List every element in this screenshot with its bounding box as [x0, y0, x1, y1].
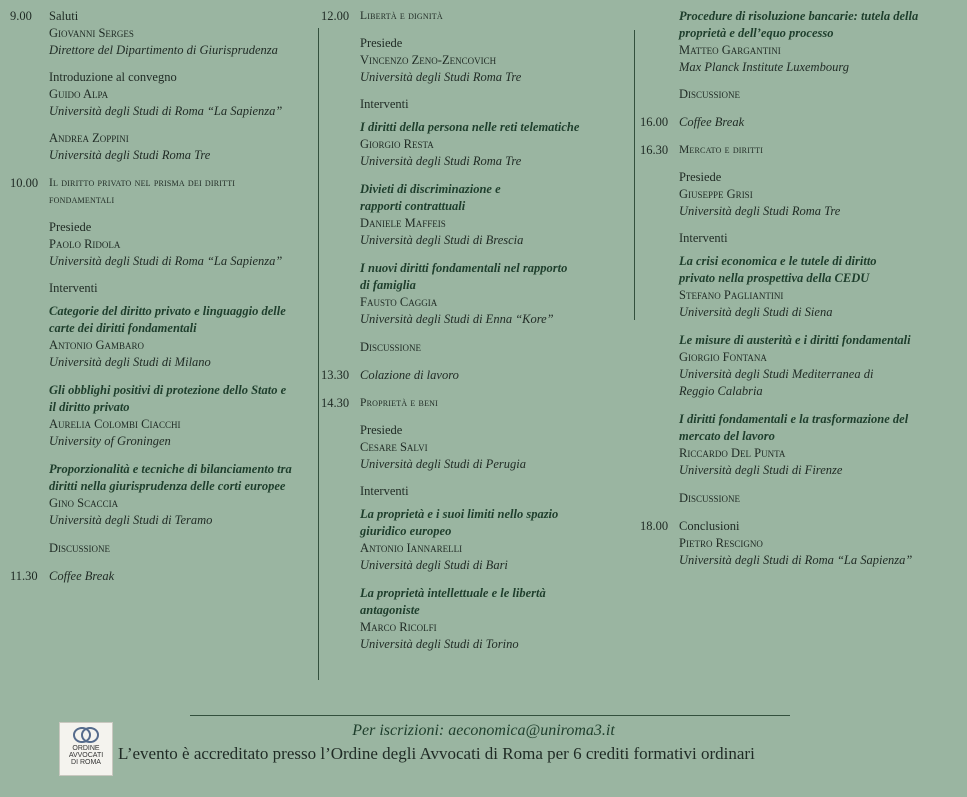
schedule-block-coffee — [10, 568, 310, 585]
speaker-name: Gino Scaccia — [49, 496, 119, 510]
talk-item — [360, 260, 626, 328]
talk-title: il diritto privato — [49, 400, 130, 414]
talk-title: privato nella prospettiva della CEDU — [679, 271, 870, 285]
speaker-name: Antonio Gambaro — [49, 338, 145, 352]
talk-title: rapporti contrattuali — [360, 199, 466, 213]
talk-title: proprietà e dell’equo processo — [679, 26, 834, 40]
chair-name: Cesare Salvi — [360, 440, 428, 454]
talk-title: La proprietà intellettuale e le libertà — [360, 586, 546, 600]
talk-item — [360, 119, 626, 170]
speaker-name: Fausto Caggia — [360, 295, 438, 309]
speaker-name: Aurelia Colombi Ciacchi — [49, 417, 181, 431]
speaker-affiliation: Max Planck Institute Luxembourg — [679, 60, 849, 74]
speaker-affiliation: Università degli Studi di Teramo — [49, 513, 213, 527]
schedule-block-session-4 — [640, 142, 955, 507]
speaker-name: Antonio Iannarelli — [360, 541, 463, 555]
session-label: Saluti — [49, 9, 79, 23]
talk-title: di famiglia — [360, 278, 416, 292]
speaker-name: Giovanni Serges — [49, 26, 134, 40]
speaker-affiliation: University of Groningen — [49, 434, 171, 448]
talk-title: Gli obblighi positivi di protezione dello Stato e — [49, 383, 287, 397]
chair-label: Presiede — [679, 170, 722, 184]
column-divider-1 — [318, 28, 319, 680]
talk-item — [360, 506, 626, 574]
interventi-label: Interventi — [360, 97, 409, 111]
interventi-label: Interventi — [49, 281, 98, 295]
speaker-affiliation: Università degli Studi di Siena — [679, 305, 833, 319]
time-label: 9.00 — [10, 9, 32, 23]
speaker-name: Giorgio Resta — [360, 137, 434, 151]
talk-item — [679, 411, 955, 479]
speaker-name: Matteo Gargantini — [679, 43, 781, 57]
chair-label: Presiede — [360, 36, 403, 50]
logo-emblem-icon — [71, 725, 101, 745]
session-title: Mercato e diritti — [679, 144, 764, 156]
speaker-name: Daniele Maffeis — [360, 216, 446, 230]
talk-title: giuridico europeo — [360, 524, 452, 538]
talk-item — [679, 253, 955, 321]
chair-affiliation: Università degli Studi Roma Tre — [360, 70, 522, 84]
speaker-name: Guido Alpa — [49, 87, 109, 101]
break-label: Coffee Break — [679, 115, 745, 129]
discussion-label: Discussione — [49, 541, 111, 555]
talk-item — [360, 585, 626, 653]
talk-title: diritti nella giurisprudenza delle corti europee — [49, 479, 286, 493]
speaker-affiliation: Università degli Studi di Brescia — [360, 233, 524, 247]
chair-label: Presiede — [49, 220, 92, 234]
session-title: fondamentali — [49, 194, 115, 206]
chair-affiliation: Università degli Studi di Perugia — [360, 457, 526, 471]
speaker-role: Direttore del Dipartimento di Giurisprudenza — [49, 43, 278, 57]
time-label: 12.00 — [321, 9, 350, 23]
time-label: 10.00 — [10, 176, 39, 190]
schedule-block-closing — [640, 518, 955, 569]
speaker-name: Marco Ricolfi — [360, 620, 437, 634]
speaker-affiliation: Università degli Studi Roma Tre — [360, 154, 522, 168]
talk-title: I diritti della persona nelle reti telematiche — [360, 120, 580, 134]
talk-item — [49, 382, 310, 450]
talk-title: Procedure di risoluzione bancarie: tutela della — [679, 9, 919, 23]
speaker-name: Andrea Zoppini — [49, 131, 129, 145]
speaker-name: Riccardo Del Punta — [679, 446, 786, 460]
logo-text: ORDINE — [72, 745, 100, 752]
speaker-affiliation: Reggio Calabria — [679, 384, 763, 398]
schedule-block-coffee — [640, 114, 955, 131]
schedule-block-continued — [640, 8, 955, 103]
speaker-affiliation: Università degli Studi di Bari — [360, 558, 508, 572]
schedule-block-session-3 — [321, 395, 626, 653]
speaker-affiliation: Università degli Studi di Milano — [49, 355, 211, 369]
program-column-2 — [321, 8, 626, 664]
logo-text: DI ROMA — [71, 759, 101, 766]
registration-info: Per iscrizioni: aeconomica@uniroma3.it — [352, 722, 615, 739]
talk-title: I diritti fondamentali e la trasformazione del — [679, 412, 909, 426]
session-label: Introduzione al convegno — [49, 70, 177, 84]
schedule-block-saluti — [10, 8, 310, 164]
speaker-name: Pietro Rescigno — [679, 536, 763, 550]
schedule-block-session-2 — [321, 8, 626, 356]
discussion-label: Discussione — [679, 491, 741, 505]
session-title: Proprietà e beni — [360, 397, 439, 409]
column-divider-2 — [634, 30, 635, 320]
accreditation-notice: L’evento è accreditato presso l’Ordine degli Avvocati di Roma per 6 crediti formativi ordinari — [118, 744, 755, 763]
talk-title: Divieti di discriminazione e — [360, 182, 501, 196]
chair-name: Paolo Ridola — [49, 237, 121, 251]
talk-item — [679, 332, 955, 400]
speaker-affiliation: Università degli Studi di Firenze — [679, 463, 843, 477]
time-label: 11.30 — [10, 569, 38, 583]
break-label: Coffee Break — [49, 569, 115, 583]
break-label: Colazione di lavoro — [360, 368, 459, 382]
talk-title: Categorie del diritto privato e linguaggio delle — [49, 304, 286, 318]
interventi-label: Interventi — [679, 231, 728, 245]
footer-divider — [190, 715, 790, 716]
speaker-name: Stefano Pagliantini — [679, 288, 784, 302]
session-title: Il diritto privato nel prisma dei diritti — [49, 177, 236, 189]
discussion-label: Discussione — [679, 87, 741, 101]
speaker-name: Giorgio Fontana — [679, 350, 767, 364]
speaker-affiliation: Università degli Studi di Roma “La Sapienza” — [679, 553, 913, 567]
program-column-3 — [640, 8, 955, 580]
talk-title: Le misure di austerità e i diritti fondamentali — [679, 333, 911, 347]
talk-title: antagoniste — [360, 603, 420, 617]
chair-label: Presiede — [360, 423, 403, 437]
speaker-affiliation: Università degli Studi di Roma “La Sapienza” — [49, 104, 283, 118]
bar-association-logo — [59, 722, 113, 776]
talk-title: I nuovi diritti fondamentali nel rapporto — [360, 261, 568, 275]
chair-affiliation: Università degli Studi di Roma “La Sapienza” — [49, 254, 283, 268]
talk-title: La proprietà e i suoi limiti nello spazio — [360, 507, 559, 521]
schedule-block-lunch — [321, 367, 626, 384]
talk-item — [49, 303, 310, 371]
talk-item — [360, 181, 626, 249]
talk-title: carte dei diritti fondamentali — [49, 321, 197, 335]
talk-title: Proporzionalità e tecniche di bilanciamento tra — [49, 462, 292, 476]
logo-text: AVVOCATI — [68, 752, 104, 759]
talk-title: mercato del lavoro — [679, 429, 775, 443]
schedule-block-session-1 — [10, 175, 310, 557]
speaker-affiliation: Università degli Studi di Enna “Kore” — [360, 312, 554, 326]
time-label: 13.30 — [321, 368, 350, 382]
chair-affiliation: Università degli Studi Roma Tre — [679, 204, 841, 218]
speaker-affiliation: Università degli Studi di Torino — [360, 637, 519, 651]
talk-item — [49, 461, 310, 529]
chair-name: Vincenzo Zeno-Zencovich — [360, 53, 497, 67]
time-label: 16.30 — [640, 143, 669, 157]
program-column-1 — [10, 8, 310, 596]
talk-title: La crisi economica e le tutele di diritto — [679, 254, 877, 268]
time-label: 14.30 — [321, 396, 350, 410]
discussion-label: Discussione — [360, 340, 422, 354]
time-label: 18.00 — [640, 519, 669, 533]
time-label: 16.00 — [640, 115, 669, 129]
interventi-label: Interventi — [360, 484, 409, 498]
session-label: Conclusioni — [679, 519, 740, 533]
chair-name: Giuseppe Grisi — [679, 187, 753, 201]
session-title: Libertà e dignità — [360, 10, 443, 22]
speaker-affiliation: Università degli Studi Mediterranea di — [679, 367, 874, 381]
speaker-affiliation: Università degli Studi Roma Tre — [49, 148, 211, 162]
